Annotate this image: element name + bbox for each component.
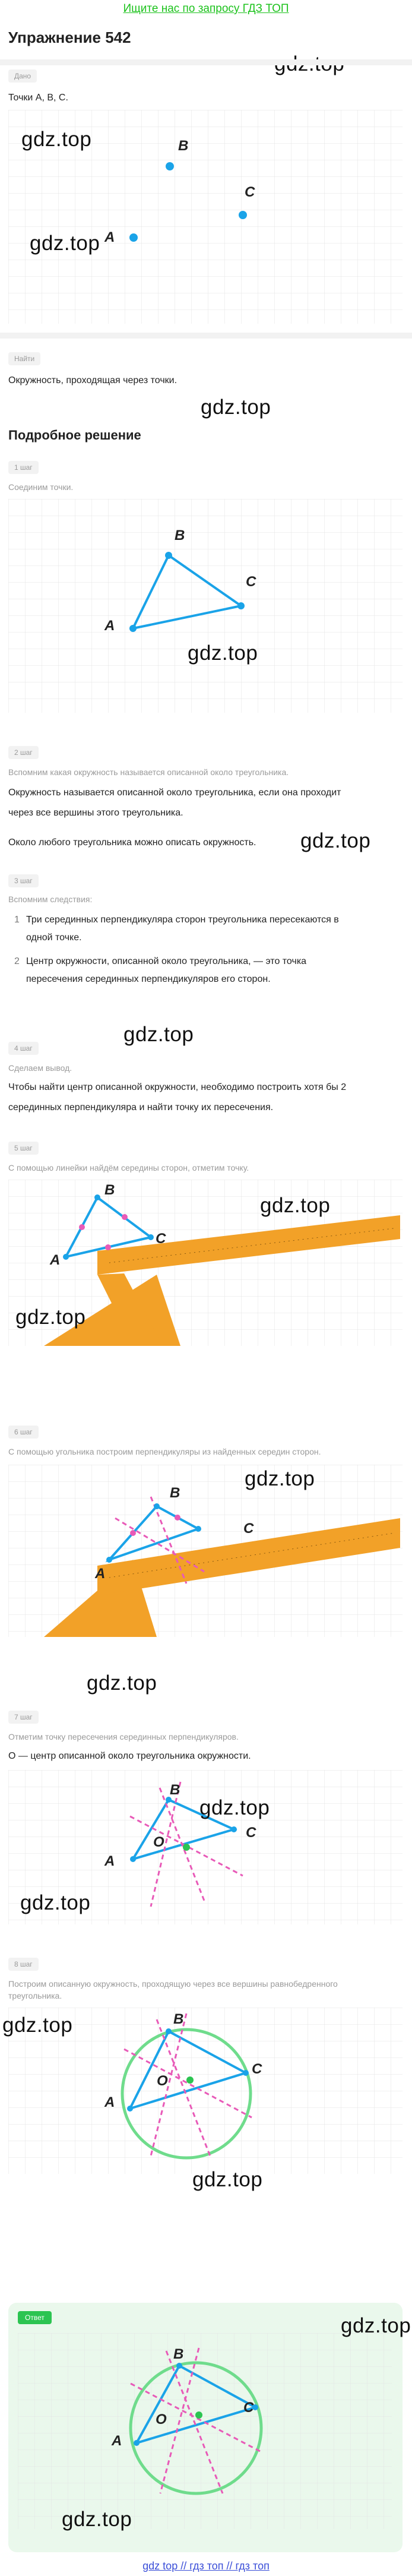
label-b: B <box>178 138 189 154</box>
find-tag: Найти <box>8 352 40 365</box>
label-b: B <box>173 2346 184 2362</box>
step-2-body-1: Окружность называется описанной около треугольника, если она проходит <box>8 788 341 798</box>
exercise-title: Упражнение 542 <box>8 29 131 46</box>
label-c: C <box>252 2061 262 2077</box>
list-item: 1 Три серединных перпендикуляра сторон треугольника пересекаются в одной точке. <box>14 915 339 943</box>
corollary-list <box>8 911 376 994</box>
label-c: C <box>246 1825 256 1841</box>
divider <box>0 333 412 339</box>
bottom-link[interactable]: gdz top // гдз топ // гдз топ <box>142 2560 270 2572</box>
top-search-link[interactable]: Ищите нас по запросу ГДЗ ТОП <box>123 2 289 15</box>
watermark: gdz.top <box>20 1891 91 1914</box>
watermark: gdz.top <box>123 1023 194 1046</box>
step-7-body: O — центр описанной около треугольника окружности. <box>8 1751 251 1761</box>
label-o: O <box>153 1834 164 1850</box>
label-o: O <box>156 2411 167 2428</box>
label-a: A <box>104 229 115 245</box>
watermark: gdz.top <box>300 829 371 852</box>
watermark: gdz.top <box>188 641 258 665</box>
step-4-tag: 4 шаг <box>8 1042 39 1055</box>
label-b: B <box>175 527 185 543</box>
watermark: gdz.top <box>15 1306 86 1329</box>
step-2-text: Вспомним какая окружность называется описанной около треугольника. <box>8 767 289 777</box>
watermark: gdz.top <box>2 2014 73 2037</box>
step-7-text: Отметим точку пересечения серединных перпендикуляров. <box>8 1732 239 1741</box>
label-b: B <box>173 2011 184 2027</box>
step-2-body-3: Около любого треугольника можно описать окружность. <box>8 837 256 848</box>
step-3-tag: 3 шаг <box>8 874 39 887</box>
label-a: A <box>50 1252 61 1268</box>
label-c: C <box>243 2400 254 2416</box>
step-3-text: Вспомним следствия: <box>8 895 93 904</box>
step-8-text: Построим описанную окружность, проходящую через все вершины равнобедренного <box>8 1979 338 1989</box>
label-b: B <box>170 1485 180 1501</box>
point-b <box>166 162 174 170</box>
label-a: A <box>95 1566 106 1582</box>
step-8-tag: 8 шаг <box>8 1958 39 1971</box>
step-6-text: С помощью угольника построим перпендикуляры из найденных середин сторон. <box>8 1447 321 1456</box>
watermark: gdz.top <box>201 396 271 419</box>
watermark: gdz.top <box>87 1671 157 1695</box>
step-5-text: С помощью линейки найдём середины сторон, отметим точку. <box>8 1163 249 1172</box>
watermark: gdz.top <box>21 128 92 151</box>
list-item: 2 Центр окружности, описанной около треугольника, — это точка пересечения серединных перпендикуляров его сторон. <box>14 956 307 984</box>
step-1-figure <box>8 499 403 713</box>
step-6-tag: 6 шаг <box>8 1426 39 1439</box>
watermark: gdz.top <box>192 2168 263 2191</box>
solution-title: Подробное решение <box>8 428 141 442</box>
step-5-tag: 5 шаг <box>8 1142 39 1155</box>
label-a: A <box>104 1853 115 1869</box>
watermark: gdz.top <box>260 1194 331 1217</box>
watermark: gdz.top <box>199 1796 270 1819</box>
label-c: C <box>245 184 255 200</box>
find-text: Окружность, проходящая через точки. <box>8 375 178 385</box>
point-a <box>129 233 138 242</box>
watermark: gdz.top <box>341 2314 411 2337</box>
step-4-text: Сделаем вывод. <box>8 1063 72 1073</box>
step-6-figure <box>8 1465 403 1637</box>
given-text: Точки A, B, C. <box>8 93 68 103</box>
divider <box>0 59 412 65</box>
label-c: C <box>246 574 256 590</box>
label-c: C <box>156 1231 166 1247</box>
step-8-text-2: треугольника. <box>8 1991 62 2000</box>
label-a: A <box>104 618 115 634</box>
point-c <box>239 211 247 219</box>
watermark: gdz.top <box>30 232 100 255</box>
step-2-body-2: через все вершины этого треугольника. <box>8 808 183 818</box>
step-2-tag: 2 шаг <box>8 746 39 759</box>
watermark: gdz.top <box>245 1467 315 1490</box>
label-o: O <box>157 2073 168 2089</box>
step-4-body-1: Чтобы найти центр описанной окружности, необходимо построить хотя бы 2 <box>8 1082 347 1092</box>
label-a: A <box>112 2433 122 2449</box>
answer-figure <box>18 2333 392 2529</box>
watermark: gdz.top <box>62 2508 132 2531</box>
step-1-tag: 1 шаг <box>8 461 39 474</box>
label-c: C <box>243 1521 254 1537</box>
label-a: A <box>104 2094 115 2110</box>
label-b: B <box>170 1782 180 1798</box>
step-7-tag: 7 шаг <box>8 1711 39 1724</box>
given-tag: Дано <box>8 69 37 83</box>
answer-tag: Ответ <box>18 2311 52 2324</box>
step-4-body-2: серединных перпендикуляра и найти точку их пересечения. <box>8 1102 274 1112</box>
step-1-text: Соединим точки. <box>8 482 74 492</box>
label-b: B <box>104 1182 115 1198</box>
